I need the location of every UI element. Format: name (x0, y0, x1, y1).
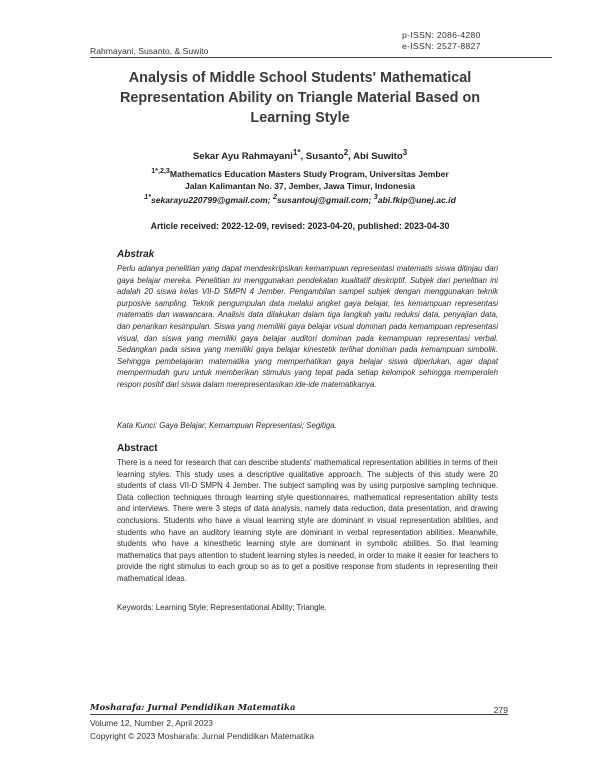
footer-journal-name: Mosharafa: Jurnal Pendidikan Matematika (90, 703, 296, 713)
author-sup: 2 (343, 148, 349, 157)
author-list (90, 148, 510, 162)
email-link[interactable]: abi.fkip@unej.ac.id (377, 195, 456, 206)
header-rule (90, 57, 552, 58)
affiliation-sup: 1*,2,3 (151, 167, 170, 175)
email-sup: 3 (373, 193, 378, 202)
author-name: Sekar Ayu Rahmayani (192, 151, 293, 163)
footer-rule (90, 714, 508, 715)
abstrak-heading: Abstrak (117, 249, 155, 260)
email-list (90, 192, 510, 207)
email-link[interactable]: sekarayu220799@gmail.com (150, 195, 268, 206)
p-issn: p-ISSN: 2086-4280 (402, 30, 481, 40)
author-sup: 3 (402, 148, 408, 157)
author-sup: 1* (292, 148, 301, 157)
footer-volume: Volume 12, Number 2, April 2023 (90, 718, 213, 728)
author-separator: , (348, 151, 354, 163)
email-sup: 2 (273, 193, 278, 202)
email-separator: ; (368, 195, 374, 206)
kata-kunci: Kata Kunci: Gaya Belajar; Kemampuan Representasi; Segitiga. (117, 421, 337, 430)
abstract-text: There is a need for research that can describe students' mathematical representation abilities in terms of their learning styles. This study uses a descriptive qualitative approach. The subjects of this study were 20 students of class VII-D SMPN 4 Jember. The subject sampling was by using purposive sampling technique. Data collection techniques through learning style questionnaires, mathematical representation ability tests and interviews. There were 3 steps of data analysis, namely data reduction, data presentation, and drawing conclusions. Students who have a visual learning style are dominant in visual representation abilities, and students who have an auditory learning style are dominant in verbal representation abilities. Meanwhile, students who have a kinesthetic learning style are dominant in symbolic abilities. So that learning mathematics that pays attention to student learning styles is needed, in order to make it easier for teachers to provide the right stimulus to each group so as to get a positive response from students in representing their mathematical ideas. (117, 458, 498, 583)
abstrak-text: Perlu adanya penelitian yang dapat mendeskripsikan kemampuan representasi matematis siswa ditinjau dari gaya belajar mereka. Penelitian ini menggunakan pendekatan kualitatif deskriptif. Subjek dari penelitian ini adalah 20 siswa kelas VII-D SMPN 4 Jember. Pengambilan sampel subjek dengan menggunakan teknik purposive sampling. Teknik pengumpulan data melalui angket gaya belajar, tes kemampuan representasi matematis dan wawancara. Analisis data dilakukan dalam tiga langkah yaitu reduksi data, penyajian data, dan penarikan kesimpulan. Siswa yang memiliki gaya belajar visual dominan pada kemampuan representasi visual, dan siswa yang memiliki gaya belajar auditori dominan pada kemampuan representasi verbal. Sedangkan pada siswa yang memiliki gaya belajar kinestetik terlihat dominan pada kemampuan simbolik. Sehingga pembelajaran matematika yang memperhatikan gaya belajar siswa diperlukan, agar dapat mempermudah guru untuk memberikan stimulus yang tepat pada setiap kelompok sehingga memperoleh respon positif dari siswa dalam merepresentasikan ide-ide matematikanya. (117, 264, 498, 389)
footer-copyright: Copyright © 2023 Mosharafa: Jurnal Pendidikan Matematika (90, 731, 315, 741)
page-number: 279 (493, 705, 508, 715)
email-link[interactable]: susantouj@gmail.com (277, 195, 369, 206)
author-name: Abi Suwito (353, 151, 403, 163)
affiliation-program-text: Mathematics Education Masters Study Program, Universitas Jember (169, 168, 449, 179)
paper-title: Analysis of Middle School Students' Mathematical Representation Ability on Triangle Material Based on Learning Style (119, 70, 481, 126)
affiliation-program (90, 166, 510, 181)
author-name: Susanto (305, 151, 344, 163)
keywords: Keywords: Learning Style; Representational Ability; Triangle. (117, 603, 327, 612)
email-separator: ; (267, 195, 274, 206)
email-sup: 1* (144, 193, 151, 202)
abstract-heading: Abstract (117, 443, 158, 454)
affiliation-block (90, 166, 510, 207)
issn-block (402, 30, 552, 52)
article-dates: Article received: 2022-12-09, revised: 2023-04-20, published: 2023-04-30 (150, 221, 450, 231)
e-issn: e-ISSN: 2527-8827 (402, 40, 481, 51)
affiliation-address: Jalan Kalimantan No. 37, Jember, Jawa Timur, Indonesia (184, 180, 416, 191)
author-separator: , (300, 151, 306, 163)
running-header-authors: Rahmayani, Susanto, & Suwito (90, 46, 209, 56)
